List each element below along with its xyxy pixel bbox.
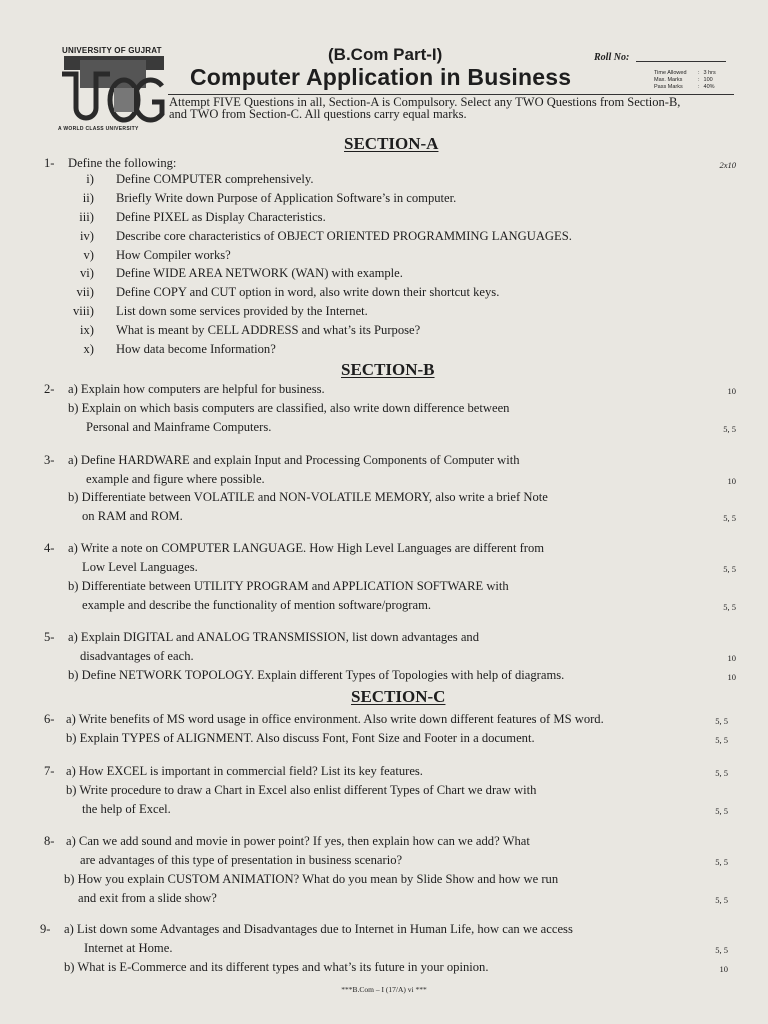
- question-part: b) How you explain CUSTOM ANIMATION? What do you mean by Slide Show and how we run: [64, 872, 559, 886]
- question-number: 2-: [44, 382, 55, 396]
- question-marks: 5, 5: [723, 513, 736, 523]
- meta-row: Pass Marks : 40%: [654, 84, 715, 90]
- exam-part: (B.Com Part-I): [328, 45, 443, 64]
- question-number: 1-: [44, 156, 55, 170]
- university-logo: [58, 56, 166, 126]
- question-part: a) Explain DIGITAL and ANALOG TRANSMISSION, list down advantages and: [68, 630, 480, 644]
- question-part: disadvantages of each.: [80, 649, 194, 663]
- item-text: Define PIXEL as Display Characteristics.: [116, 210, 326, 224]
- meta-row: Max. Marks : 100: [654, 77, 713, 83]
- item-text: Define COMPUTER comprehensively.: [116, 172, 314, 186]
- question-number: 6-: [44, 712, 55, 726]
- item-text: How Compiler works?: [116, 248, 231, 262]
- item-number: i): [86, 172, 94, 186]
- question-part: b) Differentiate between VOLATILE and NON-VOLATILE MEMORY, also write a brief Note: [68, 490, 548, 504]
- meta-row: Time Allowed : 3 hrs: [654, 70, 716, 76]
- item-number: ii): [82, 191, 94, 205]
- question-part: Personal and Mainframe Computers.: [86, 420, 272, 434]
- question-marks: 2x10: [719, 160, 736, 170]
- meta-key: Max. Marks: [654, 77, 683, 83]
- question-marks: 5, 5: [723, 602, 736, 612]
- question-part: b) What is E-Commerce and its different types and what’s its future in your opinion.: [64, 960, 489, 974]
- section-b-title: SECTION-B: [341, 360, 435, 379]
- roll-number-label: Roll No:: [594, 52, 630, 63]
- question-part: b) Write procedure to draw a Chart in Excel also enlist different Types of Chart we draw with: [66, 783, 537, 797]
- question-part: example and figure where possible.: [86, 472, 265, 486]
- meta-value: 40%: [703, 84, 715, 90]
- university-name: UNIVERSITY OF GUJRAT: [62, 46, 162, 55]
- exam-title: Computer Application in Business: [190, 64, 572, 90]
- instructions-line: and TWO from Section-C. All questions carry equal marks.: [169, 107, 467, 121]
- question-marks: 5, 5: [715, 735, 728, 745]
- question-part: example and describe the functionality of mention software/program.: [82, 598, 432, 612]
- meta-value: 3 hrs: [703, 70, 716, 76]
- question-marks: 10: [727, 653, 736, 663]
- question-part: are advantages of this type of presentation in business scenario?: [80, 853, 403, 867]
- item-number: iv): [80, 229, 94, 243]
- question-part: b) Differentiate between UTILITY PROGRAM and APPLICATION SOFTWARE with: [68, 579, 509, 593]
- section-c-title: SECTION-C: [351, 687, 446, 706]
- question-text: Define the following:: [68, 156, 177, 170]
- item-number: iii): [79, 210, 94, 224]
- question-part: b) Define NETWORK TOPOLOGY. Explain different Types of Topologies with help of diagrams.: [68, 668, 565, 682]
- question-part: Low Level Languages.: [82, 560, 198, 574]
- page-footer: ***B.Com – I (17/A) vi ***: [341, 985, 427, 994]
- question-marks: 5, 5: [715, 806, 728, 816]
- question-part: the help of Excel.: [82, 802, 171, 816]
- instructions: [169, 96, 734, 120]
- question-part: and exit from a slide show?: [78, 891, 217, 905]
- question-part: a) List down some Advantages and Disadvantages due to Internet in Human Life, how can we access: [64, 922, 573, 936]
- question-number: 9-: [40, 922, 51, 936]
- question-part: a) Can we add sound and movie in power point? If yes, then explain how can we add? What: [66, 834, 530, 848]
- item-number: viii): [73, 304, 94, 318]
- question-number: 7-: [44, 764, 55, 778]
- question-part: b) Explain on which basis computers are classified, also write down difference between: [68, 401, 510, 415]
- item-number: vi): [80, 266, 94, 280]
- question-number: 3-: [44, 453, 55, 467]
- item-number: x): [83, 342, 94, 356]
- question-part: a) Explain how computers are helpful for business.: [68, 382, 325, 396]
- question-marks: 10: [727, 672, 736, 682]
- question-marks: 5, 5: [715, 857, 728, 867]
- question-part: b) Explain TYPES of ALIGNMENT. Also discuss Font, Font Size and Footer in a document.: [66, 731, 535, 745]
- question-part: a) Define HARDWARE and explain Input and Processing Components of Computer with: [68, 453, 520, 467]
- section-a-title: SECTION-A: [344, 134, 439, 153]
- question-marks: 5, 5: [715, 768, 728, 778]
- meta-value: 100: [703, 77, 713, 83]
- question-marks: 5, 5: [723, 424, 736, 434]
- item-text: Briefly Write down Purpose of Application Software’s in computer.: [116, 191, 457, 205]
- item-text: Define COPY and CUT option in word, also write down their shortcut keys.: [116, 285, 500, 299]
- question-part: a) Write benefits of MS word usage in office environment. Also write down different features of MS word.: [66, 712, 604, 726]
- meta-key: Time Allowed: [654, 70, 687, 76]
- item-text: What is meant by CELL ADDRESS and what’s its Purpose?: [116, 323, 421, 337]
- question-part: Internet at Home.: [84, 941, 173, 955]
- question-part: a) How EXCEL is important in commercial field? List its key features.: [66, 764, 423, 778]
- item-text: List down some services provided by the Internet.: [116, 304, 368, 318]
- question-marks: 10: [727, 386, 736, 396]
- question-part: on RAM and ROM.: [82, 509, 183, 523]
- question-part: a) Write a note on COMPUTER LANGUAGE. How High Level Languages are different from: [68, 541, 545, 555]
- item-number: v): [83, 248, 94, 262]
- question-number: 5-: [44, 630, 55, 644]
- question-marks: 5, 5: [715, 945, 728, 955]
- question-marks: 10: [719, 964, 728, 974]
- item-text: Describe core characteristics of OBJECT ORIENTED PROGRAMMING LANGUAGES.: [116, 229, 572, 243]
- question-number: 4-: [44, 541, 55, 555]
- logo-emblem-icon: [114, 88, 134, 112]
- question-marks: 5, 5: [715, 895, 728, 905]
- item-text: How data become Information?: [116, 342, 276, 356]
- roll-number-line: [636, 61, 726, 62]
- meta-key: Pass Marks: [654, 84, 683, 90]
- university-tagline: A WORLD CLASS UNIVERSITY: [58, 126, 139, 132]
- item-number: vii): [76, 285, 94, 299]
- question-marks: 10: [727, 476, 736, 486]
- item-text: Define WIDE AREA NETWORK (WAN) with example.: [116, 266, 403, 280]
- question-number: 8-: [44, 834, 55, 848]
- exam-meta: [654, 70, 716, 91]
- instructions-line: Attempt FIVE Questions in all, Section-A is Compulsory. Select any TWO Questions from Section-B,: [169, 95, 681, 109]
- item-number: ix): [80, 323, 94, 337]
- question-marks: 5, 5: [723, 564, 736, 574]
- question-marks: 5, 5: [715, 716, 728, 726]
